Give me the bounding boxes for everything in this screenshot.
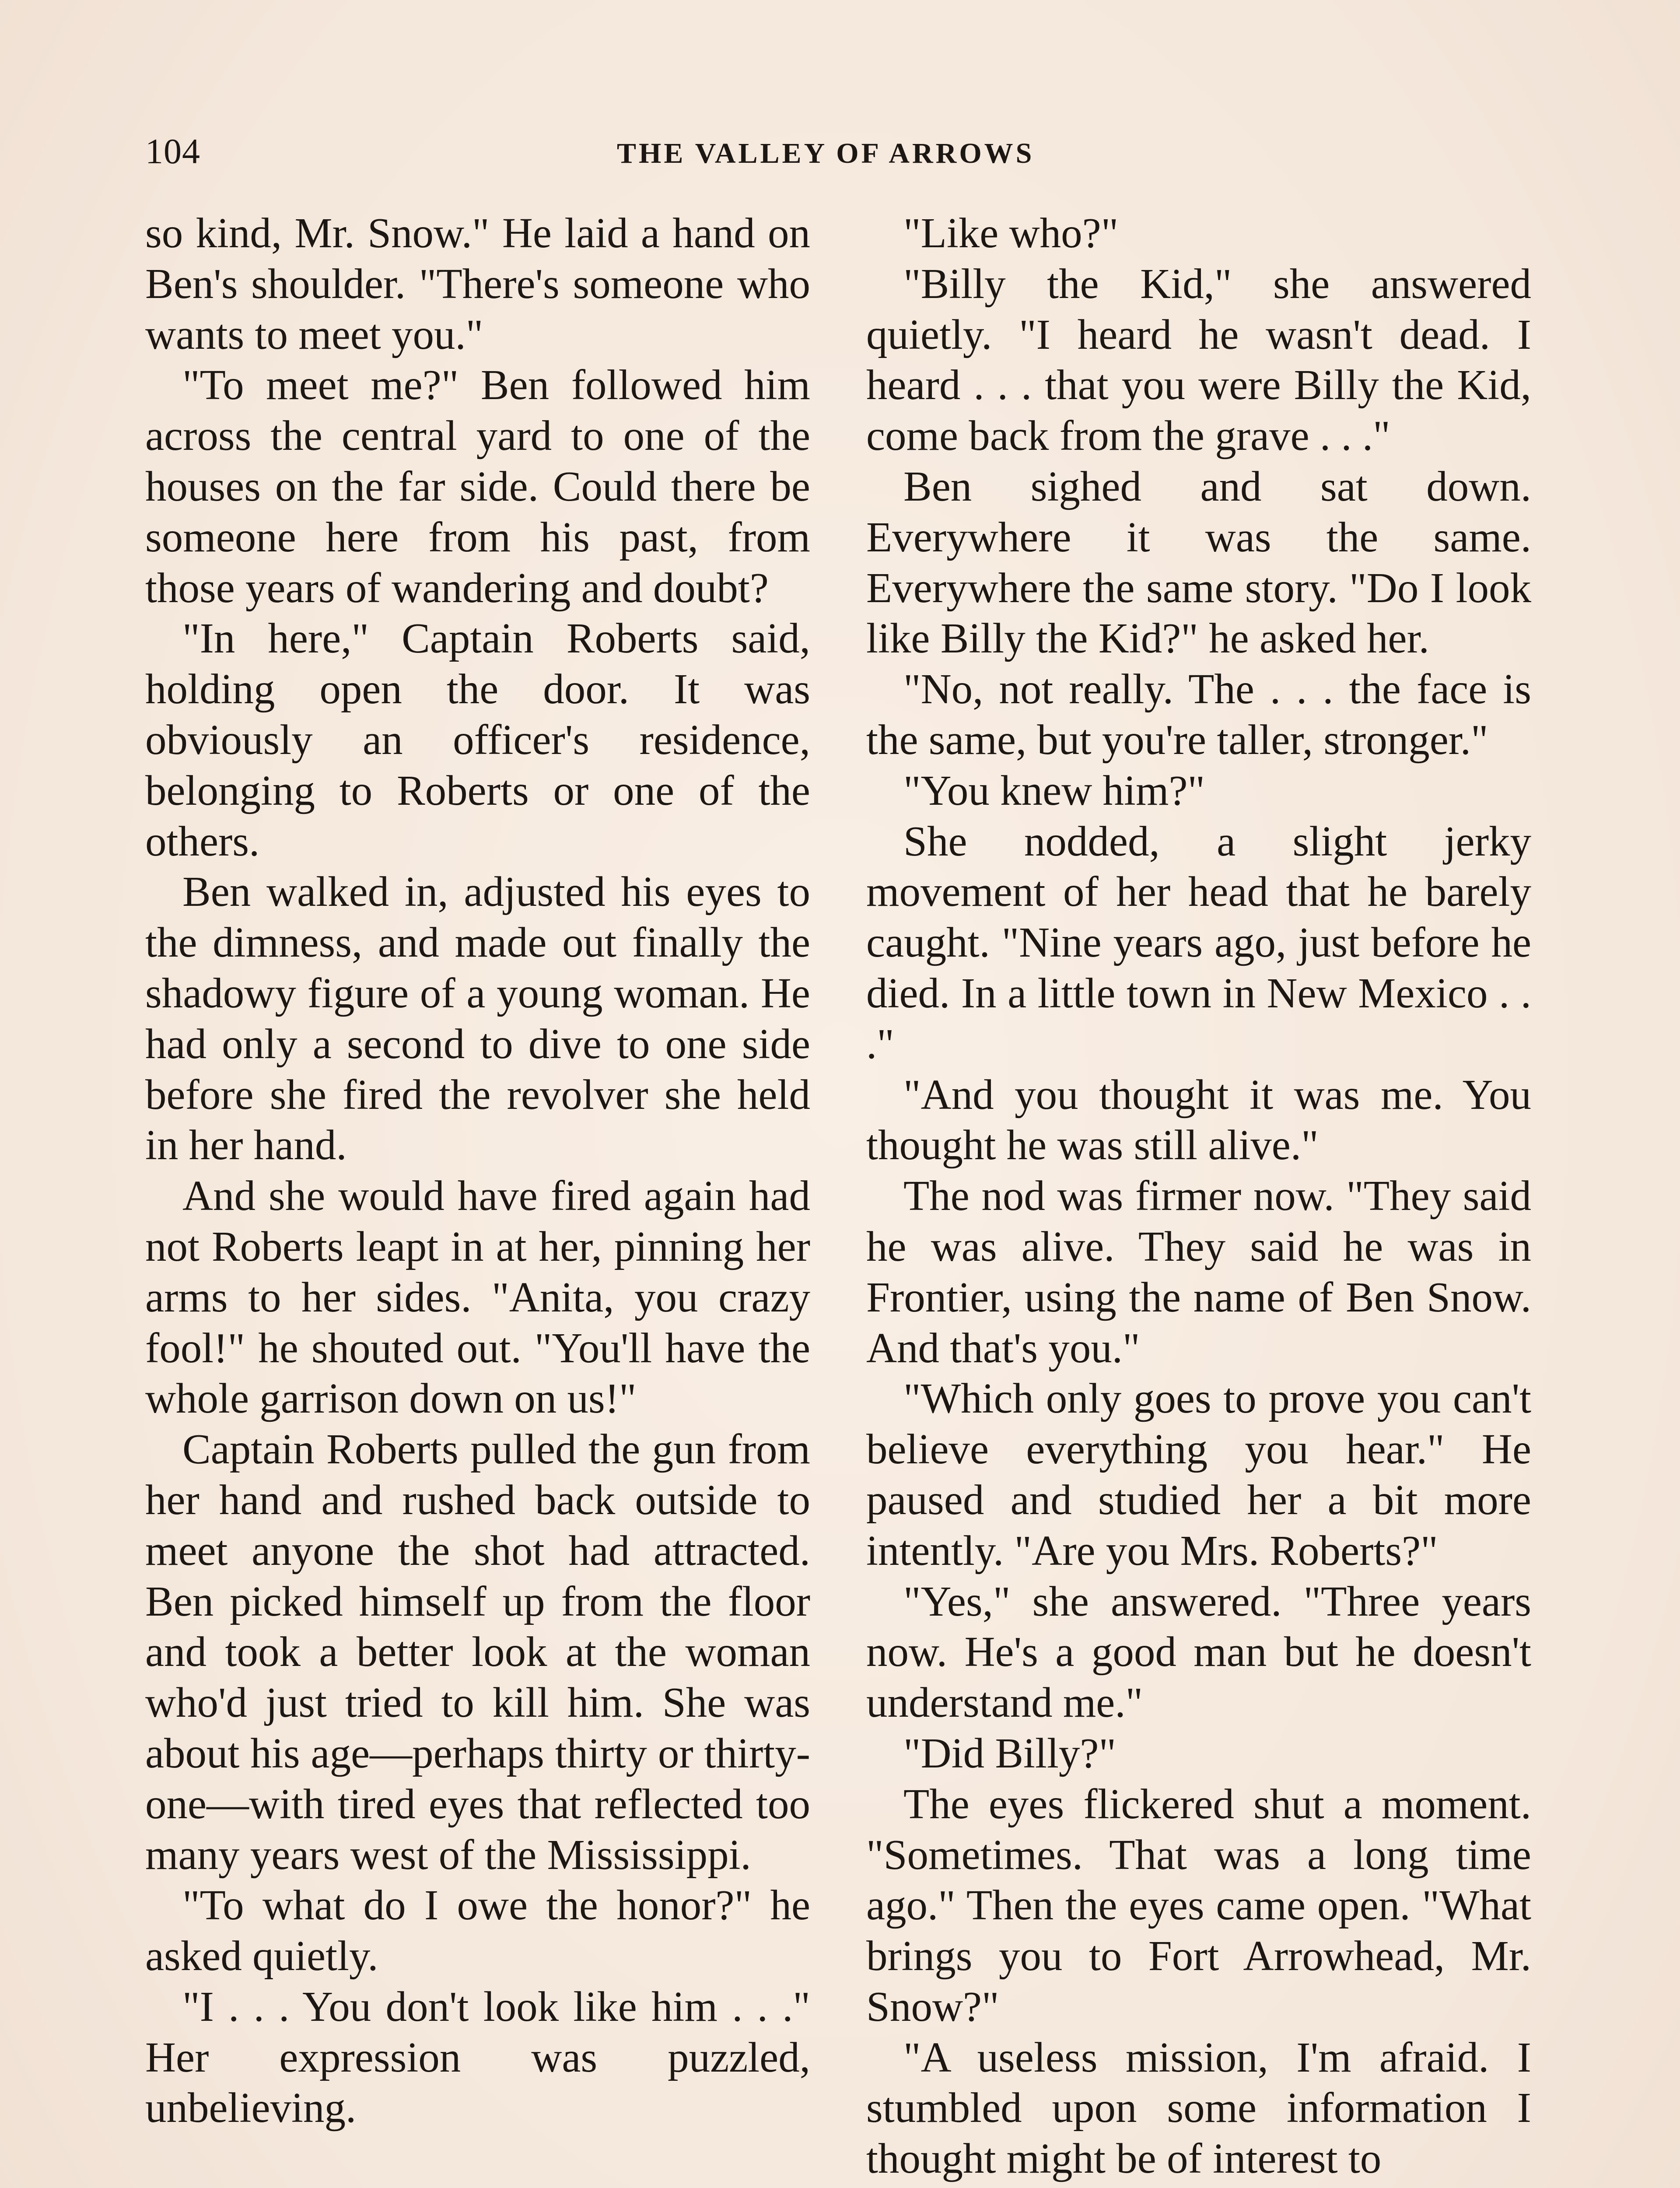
paragraph: "I . . . You don't look like him . . ." Her expression was puzzled, unbelieving. (145, 1983, 810, 2132)
paragraph: Ben walked in, adjusted his eyes to the dimness, and made out finally the shadowy figure of a young woman. He had only a second to dive to one side before she fired the revolver she held in her hand. (145, 868, 810, 1169)
paragraph: "No, not really. The . . . the face is the same, but you're taller, stronger." (866, 666, 1531, 763)
paragraph: so kind, Mr. Snow." He laid a hand on Ben's shoulder. "There's someone who wants to meet you." (145, 210, 810, 358)
paragraph: And she would have fired again had not Roberts leapt in at her, pinning her arms to her sides. "Anita, you crazy fool!" he shouted out. "You'll have the whole garrison down on us!" (145, 1172, 810, 1422)
paragraph: The nod was firmer now. "They said he was alive. They said he was in Frontier, using the name of Ben Snow. And that's you." (866, 1172, 1531, 1371)
paragraph: "Did Billy?" (903, 1729, 1116, 1777)
paragraph: "To meet me?" Ben followed him across the central yard to one of the houses on the far side. Could there be someone here from his past, from those years of wandering and doubt? (145, 361, 810, 611)
paragraph: Ben sighed and sat down. Everywhere it was the same. Everywhere the same story. "Do I look like Billy the Kid?" he asked her. (866, 463, 1531, 662)
paragraph: "And you thought it was me. You thought he was still alive." (866, 1071, 1531, 1169)
right-column (866, 208, 1531, 2184)
paragraph: "You knew him?" (903, 767, 1205, 814)
paragraph: "Yes," she answered. "Three years now. He's a good man but he doesn't understand me." (866, 1578, 1531, 1726)
paragraph: "In here," Captain Roberts said, holding open the door. It was obviously an officer's residence, belonging to Roberts or one of the others. (145, 615, 810, 865)
paragraph: The eyes flickered shut a moment. "Sometimes. That was a long time ago." Then the eyes came open. "What brings you to Fort Arrowhead, Mr. Snow?" (866, 1780, 1531, 2030)
paragraph: "Which only goes to prove you can't believe everything you hear." He paused and studied her a bit more intently. "Are you Mrs. Roberts?" (866, 1375, 1531, 1574)
page-number: 104 (145, 131, 200, 171)
paragraph: "Like who?" (903, 210, 1119, 256)
paragraph: She nodded, a slight jerky movement of her head that he barely caught. "Nine years ago, just before he died. In a little town in New Mexico . . ." (866, 817, 1531, 1067)
paragraph: "A useless mission, I'm afraid. I stumbled upon some information I thought might be of interest to (866, 2034, 1531, 2182)
paragraph: "To what do I owe the honor?" he asked quietly. (145, 1882, 810, 1980)
paragraph: "Billy the Kid," she answered quietly. "I heard he wasn't dead. I heard . . . that you were Billy the Kid, come back from the grave . . ." (866, 260, 1531, 459)
left-column (145, 208, 810, 2133)
running-head: THE VALLEY OF ARROWS (617, 137, 1035, 169)
paragraph: Captain Roberts pulled the gun from her hand and rushed back outside to meet anyone the shot had attracted. Ben picked himself up from the floor and took a better look at the woman who'd just tried to kill him. She was about his age—perhaps thirty or thirty-one—with tired eyes that reflected too many years west of the Mississippi. (145, 1426, 810, 1878)
